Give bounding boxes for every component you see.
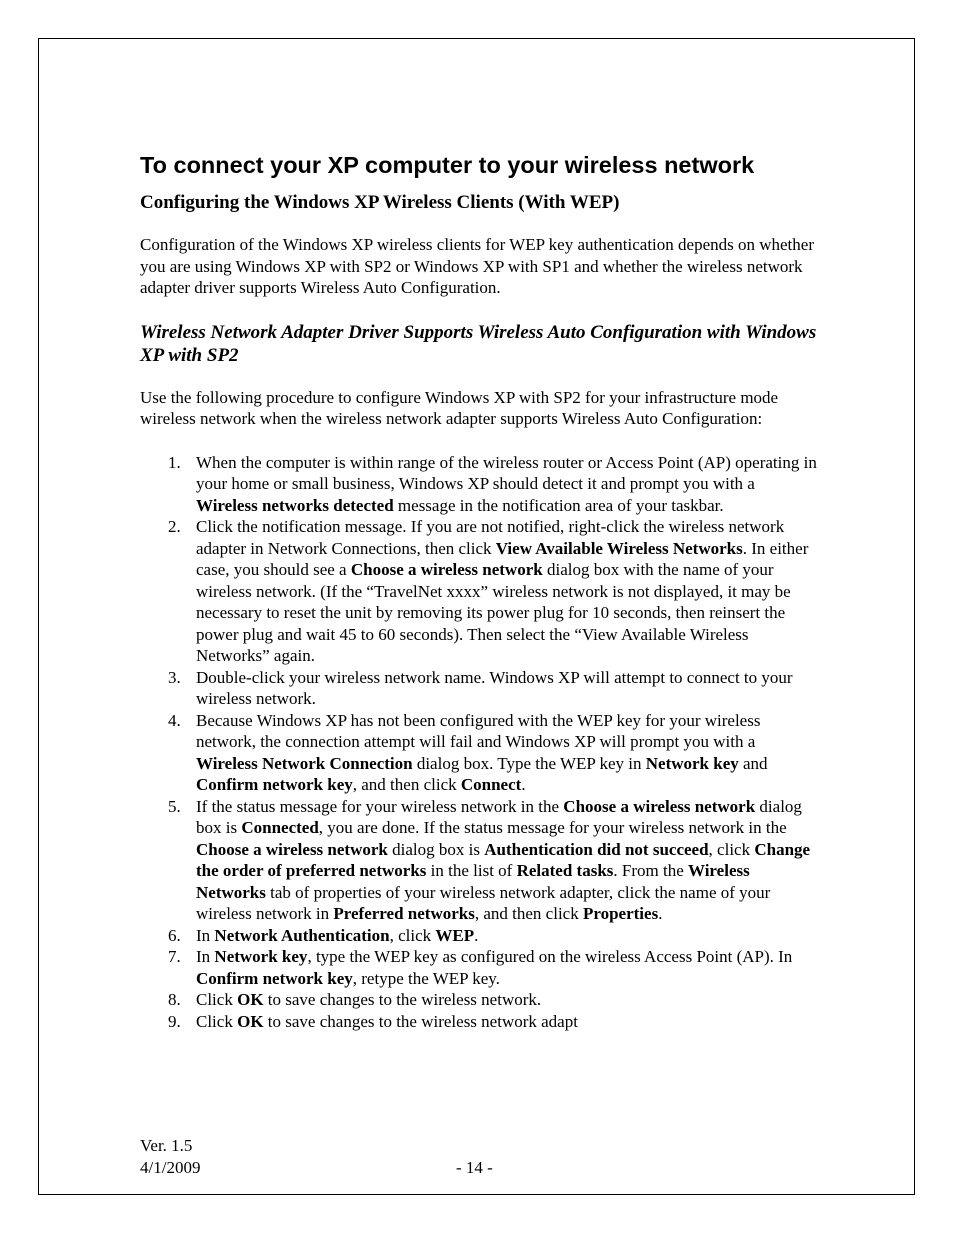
- step-number: 6.: [168, 925, 181, 945]
- page-title: To connect your XP computer to your wireless network: [140, 152, 755, 178]
- step-emphasis: Network Authentication: [214, 925, 390, 945]
- step-emphasis: Connect: [460, 775, 522, 794]
- step-text: .: [521, 775, 526, 794]
- procedure-step: [140, 925, 820, 947]
- step-text: to save changes to the wireless network.: [263, 990, 542, 1009]
- step-emphasis: Wireless Networks: [196, 861, 750, 902]
- step-emphasis: Choose a wireless network: [563, 796, 756, 816]
- step-text: , you are done. If the status message for your wireless network in the: [318, 818, 787, 837]
- step-text: , and then click: [352, 775, 461, 794]
- procedure-step: [140, 946, 820, 989]
- step-emphasis: Confirm network key: [196, 968, 353, 988]
- step-text: , click: [389, 925, 436, 945]
- step-text: to save changes to the wireless network adapt: [263, 1011, 578, 1031]
- procedure-step: [140, 516, 820, 667]
- procedure-step: [140, 667, 820, 710]
- step-text: message in the notification area of your taskbar.: [393, 495, 724, 515]
- date-label: 4/1/2009: [140, 1158, 201, 1177]
- step-text: dialog box is: [196, 796, 802, 837]
- procedure-intro: Use the following procedure to configure Windows XP with SP2 for your infrastructure mode wireless network when the wireless network adapter supports Wireless Auto Configuration:: [140, 387, 779, 428]
- section-heading: Configuring the Windows XP Wireless Clients (With WEP): [140, 192, 620, 213]
- procedure-steps-list: [140, 452, 820, 1033]
- step-text: If the status message for your wireless network in the: [196, 796, 564, 816]
- step-emphasis: Related tasks: [516, 861, 614, 880]
- step-number: 1.: [168, 452, 181, 472]
- step-number: 2.: [168, 517, 181, 536]
- document-body: [140, 150, 820, 1032]
- step-emphasis: Authentication did not succeed: [484, 839, 709, 859]
- step-emphasis: Wireless Network Connection: [196, 753, 413, 773]
- step-emphasis: WEP: [435, 925, 475, 945]
- procedure-step: [140, 1011, 820, 1033]
- step-emphasis: Properties: [582, 904, 659, 923]
- footer: [140, 1135, 200, 1179]
- step-text: In: [196, 947, 215, 966]
- step-text: tab of properties of your wireless network adapter, click the name of your wireless network in: [196, 882, 771, 923]
- procedure-step: [140, 710, 820, 796]
- step-number: 8.: [168, 990, 181, 1009]
- step-emphasis: OK: [237, 1011, 264, 1031]
- step-text: Click: [196, 990, 238, 1009]
- step-text: .: [474, 925, 479, 945]
- procedure-step: [140, 796, 820, 925]
- step-text: Because Windows XP has not been configured with the WEP key for your wireless network, the connection attempt will fail and Windows XP will prompt you with a: [196, 710, 761, 751]
- procedure-step: [140, 452, 820, 517]
- step-text: dialog box is: [387, 839, 485, 859]
- step-text: Click the notification message. If you are not notified, right-click the wireless network adapter in Network Connections, then click: [196, 517, 785, 558]
- step-text: , retype the WEP key.: [352, 968, 500, 988]
- step-text: .: [658, 904, 663, 923]
- step-text: In: [196, 925, 215, 945]
- step-emphasis: Choose a wireless network: [350, 560, 543, 579]
- step-text: and: [738, 753, 768, 773]
- step-emphasis: Connected: [241, 818, 319, 837]
- step-emphasis: OK: [237, 990, 264, 1009]
- version-label: Ver. 1.5: [140, 1136, 193, 1155]
- step-number: 4.: [168, 710, 181, 730]
- step-text: dialog box. Type the WEP key in: [412, 753, 646, 773]
- step-number: 3.: [168, 667, 181, 687]
- subsection-heading: Wireless Network Adapter Driver Supports Wireless Auto Configuration with Windows XP with SP2: [140, 321, 817, 366]
- step-emphasis: View Available Wireless Networks: [495, 538, 743, 558]
- step-text: , and then click: [474, 904, 583, 923]
- step-text: . From the: [613, 861, 689, 880]
- step-emphasis: Choose a wireless network: [196, 839, 388, 859]
- step-text: Click: [196, 1011, 238, 1031]
- step-text: dialog box with the name of your wireless network. (If the “TravelNet xxxx” wireless network is not displayed, it may be necessary to reset the unit by removing its power plug for 10 seconds, then reinsert the power plug and wait 45 to 60 seconds). Then select the “View Available Wireless Networks” again.: [196, 560, 791, 665]
- step-text: When the computer is within range of the wireless router or Access Point (AP) operating in your home or small business, Windows XP should detect it and prompt you with a: [196, 452, 817, 493]
- intro-paragraph: Configuration of the Windows XP wireless clients for WEP key authentication depends on whether you are using Windows XP with SP2 or Windows XP with SP1 and whether the wireless network adapter driver supports Wireless Auto Configuration.: [140, 235, 814, 297]
- step-text: , type the WEP key as configured on the wireless Access Point (AP). In: [307, 947, 793, 966]
- step-text: . In either case, you should see a: [196, 538, 809, 579]
- step-number: 7.: [168, 947, 181, 966]
- step-number: 9.: [168, 1011, 181, 1031]
- step-emphasis: Confirm network key: [196, 775, 353, 794]
- step-emphasis: Preferred networks: [333, 904, 475, 923]
- step-text: Double-click your wireless network name. Windows XP will attempt to connect to your wireless network.: [196, 667, 793, 708]
- page-number: - 14 -: [456, 1158, 493, 1177]
- step-emphasis: Network key: [645, 753, 739, 773]
- step-text: , click: [708, 839, 755, 859]
- step-number: 5.: [168, 796, 181, 816]
- procedure-step: [140, 989, 820, 1011]
- step-text: in the list of: [426, 861, 517, 880]
- step-emphasis: Network key: [214, 947, 308, 966]
- step-emphasis: Change the order of preferred networks: [196, 839, 811, 880]
- step-emphasis: Wireless networks detected: [196, 495, 394, 515]
